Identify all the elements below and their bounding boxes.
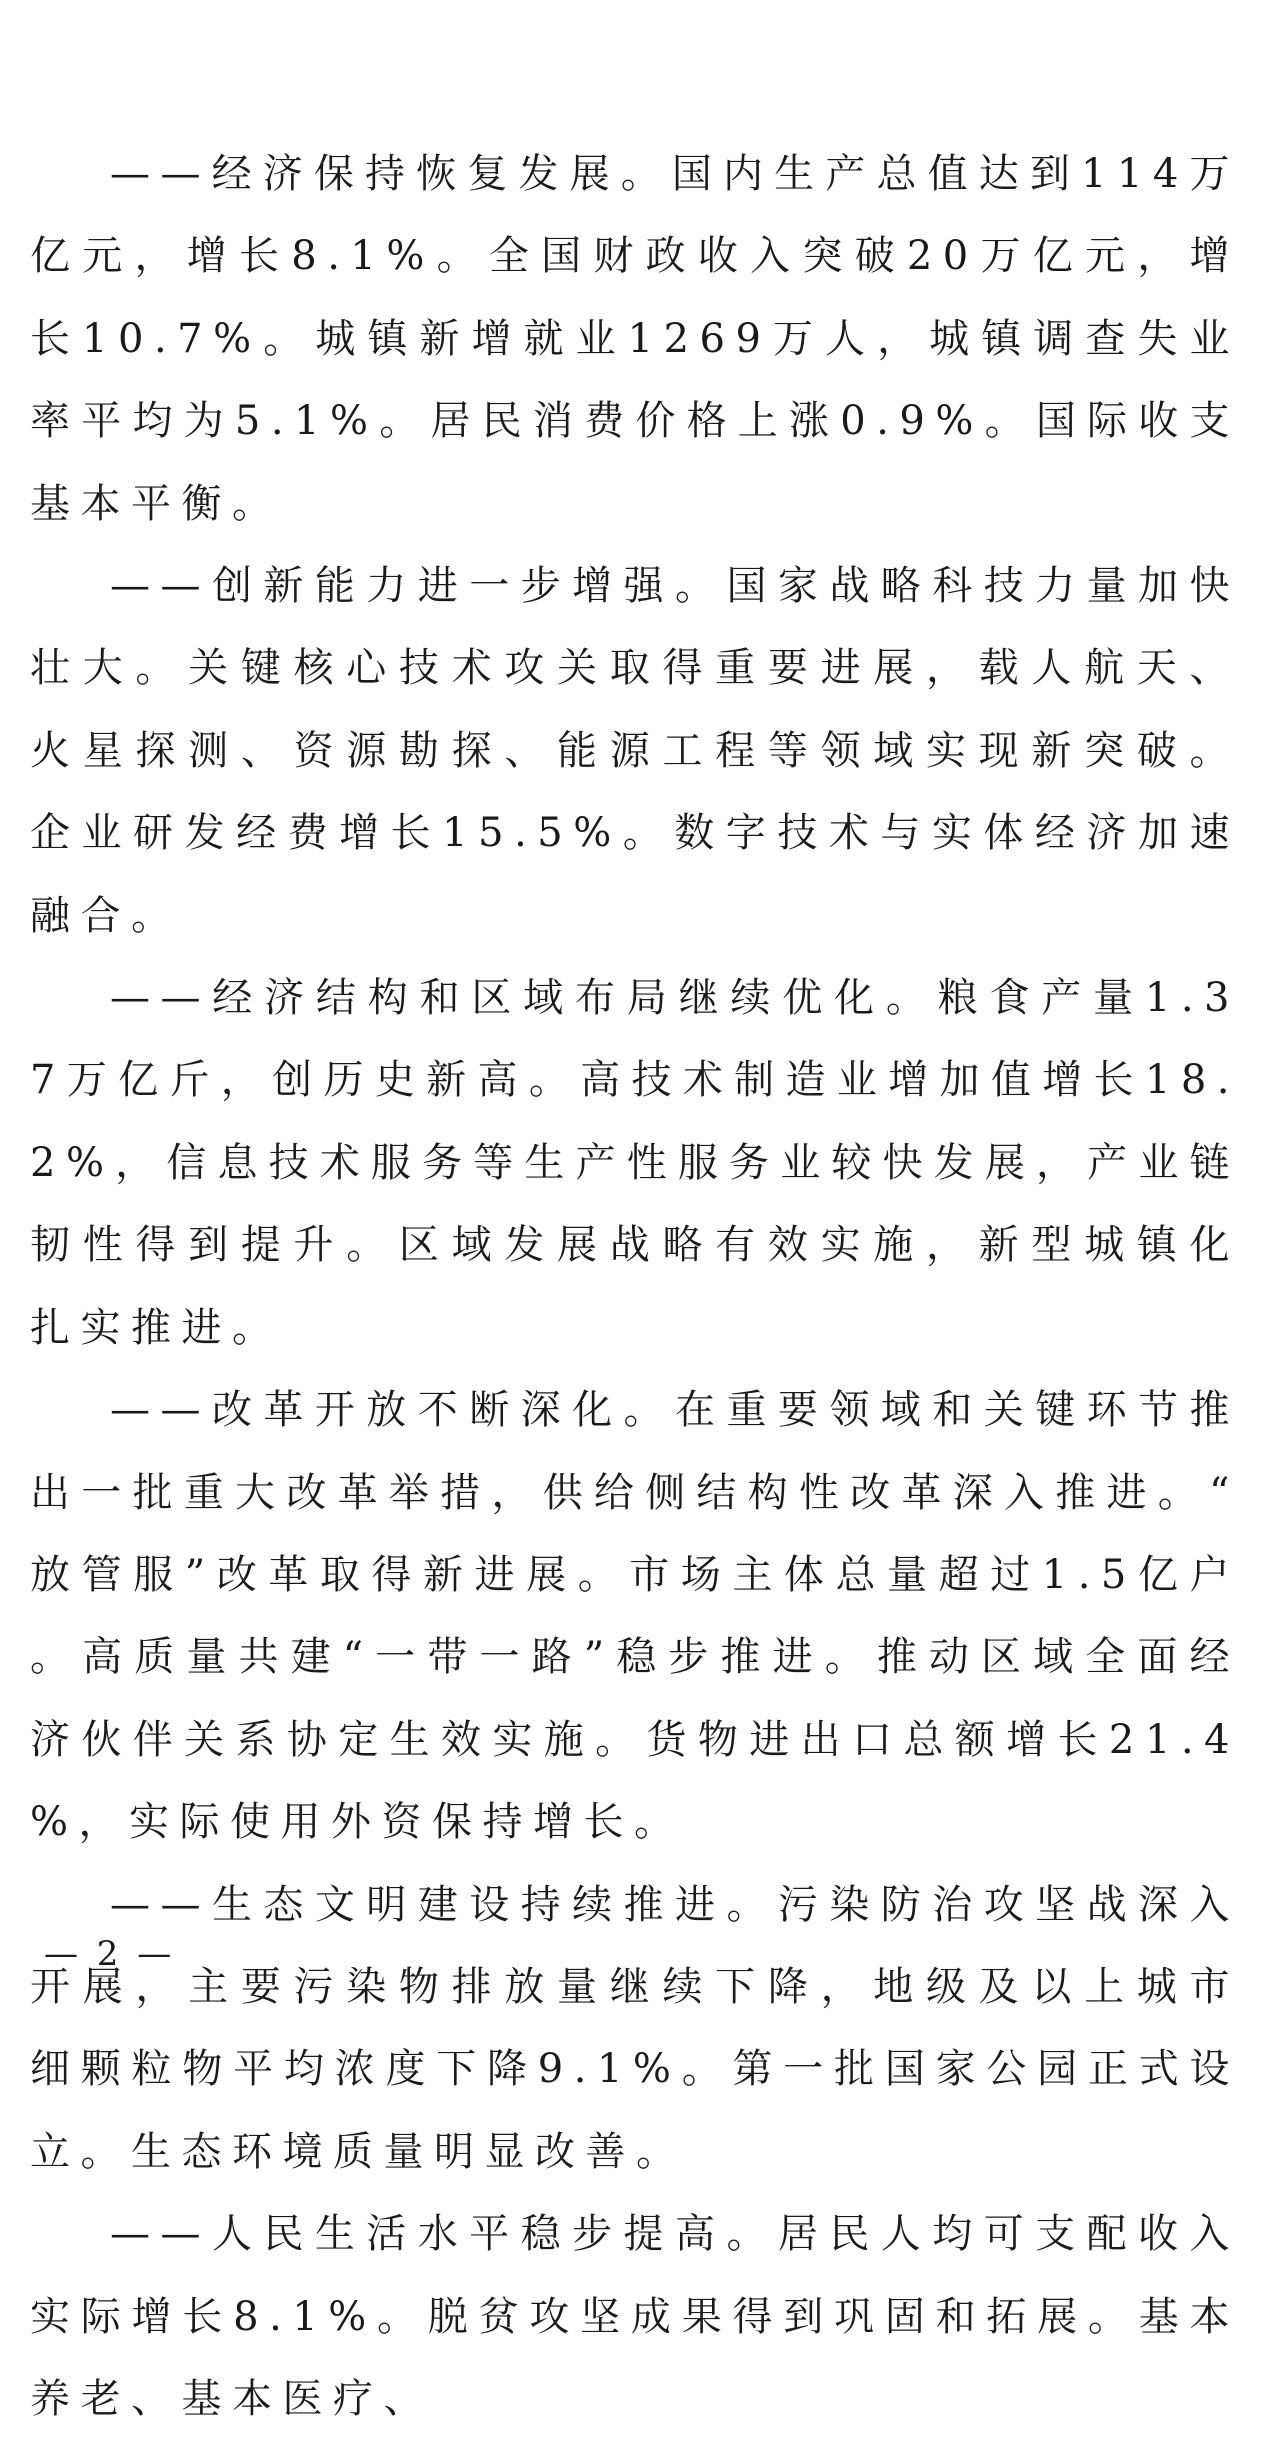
paragraph-livelihood: ——人民生活水平稳步提高。居民人均可支配收入实际增长8.1%。脱贫攻坚成果得到巩固和拓展。基本养老、基本医疗、 xyxy=(30,2211,1240,2422)
page-number: — 2 — xyxy=(44,1934,176,1974)
paragraph-reform: ——改革开放不断深化。在重要领域和关键环节推出一批重大改革举措，供给侧结构性改革深入推进。“放管服”改革取得新进展。市场主体总量超过1.5亿户。高质量共建“一带一路”稳步推进。推动区域全面经济伙伴关系协定生效实施。货物进出口总额增长21.4%，实际使用外资保持增长。 xyxy=(30,1387,1240,1846)
paragraph-economy: ——经济保持恢复发展。国内生产总值达到114万亿元，增长8.1%。全国财政收入突破20万亿元，增长10.7%。城镇新增就业1269万人，城镇调查失业率平均为5.1%。居民消费价格上涨0.9%。国际收支基本平衡。 xyxy=(30,151,1240,527)
paragraph-innovation: ——创新能力进一步增强。国家战略科技力量加快壮大。关键核心技术攻关取得重要进展，载人航天、火星探测、资源勘探、能源工程等领域实现新突破。企业研发经费增长15.5%。数字技术与实体经济加速融合。 xyxy=(30,563,1240,939)
body-text xyxy=(30,133,1240,2440)
paragraph-structure: ——经济结构和区域布局继续优化。粮食产量1.37万亿斤，创历史新高。高技术制造业增加值增长18.2%，信息技术服务等生产性服务业较快发展，产业链韧性得到提升。区域发展战略有效实施，新型城镇化扎实推进。 xyxy=(30,975,1240,1351)
paragraph-ecology: ——生态文明建设持续推进。污染防治攻坚战深入开展，主要污染物排放量继续下降，地级及以上城市细颗粒物平均浓度下降9.1%。第一批国家公园正式设立。生态环境质量明显改善。 xyxy=(30,1881,1240,2175)
